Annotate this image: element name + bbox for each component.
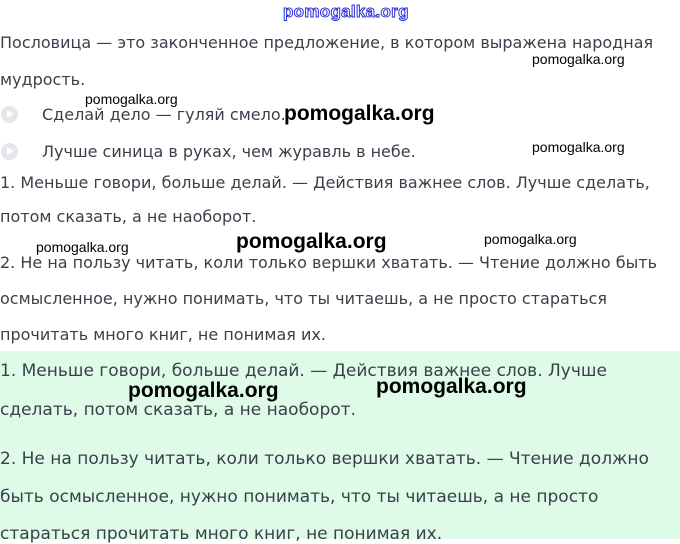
watermark: pomogalka.org (484, 231, 577, 247)
answer-line: 2. Не на пользу читать, коли только вершки хватать. — Чтение должно (0, 449, 649, 469)
watermark: pomogalka.org (236, 230, 387, 253)
example-item: Сделай дело — гуляй смело. (42, 105, 286, 124)
watermark: pomogalka.org (85, 91, 178, 107)
example-item: Лучше синица в руках, чем журавль в небе. (42, 142, 416, 161)
play-bullet-icon (1, 106, 18, 123)
watermark: pomogalka.org (532, 51, 625, 67)
watermark: pomogalka.org (284, 102, 435, 125)
answer-line: 1. Меньше говори, больше делай. — Действия важнее слов. Лучше (0, 361, 607, 381)
play-bullet-icon (1, 143, 18, 160)
watermark: pomogalka.org (128, 379, 279, 402)
explanation-line: 1. Меньше говори, больше делай. — Действия важнее слов. Лучше сделать, (0, 173, 650, 192)
watermark: pomogalka.org (36, 239, 129, 255)
answer-line: быть осмысленное, нужно понимать, что ты читаешь, а не просто (0, 487, 599, 507)
explanation-line: прочитать много книг, не понимая их. (0, 325, 326, 344)
answer-line: сделать, потом сказать, а не наоборот. (0, 400, 356, 420)
watermark: pomogalka.org (532, 139, 625, 155)
intro-line: мудрость. (0, 70, 86, 89)
answer-line: стараться прочитать много книг, не понимая их. (0, 524, 443, 544)
explanation-line: потом сказать, а не наоборот. (0, 207, 257, 226)
watermark: pomogalka.org (376, 375, 527, 398)
explanation-line: 2. Не на пользу читать, коли только вершки хватать. — Чтение должно быть (0, 253, 658, 272)
intro-line: Пословица — это законченное предложение, в котором выражена народная (0, 33, 654, 52)
explanation-line: осмысленное, нужно понимать, что ты читаешь, а не просто стараться (0, 289, 607, 308)
watermark-top: pomogalka.org (283, 2, 409, 21)
